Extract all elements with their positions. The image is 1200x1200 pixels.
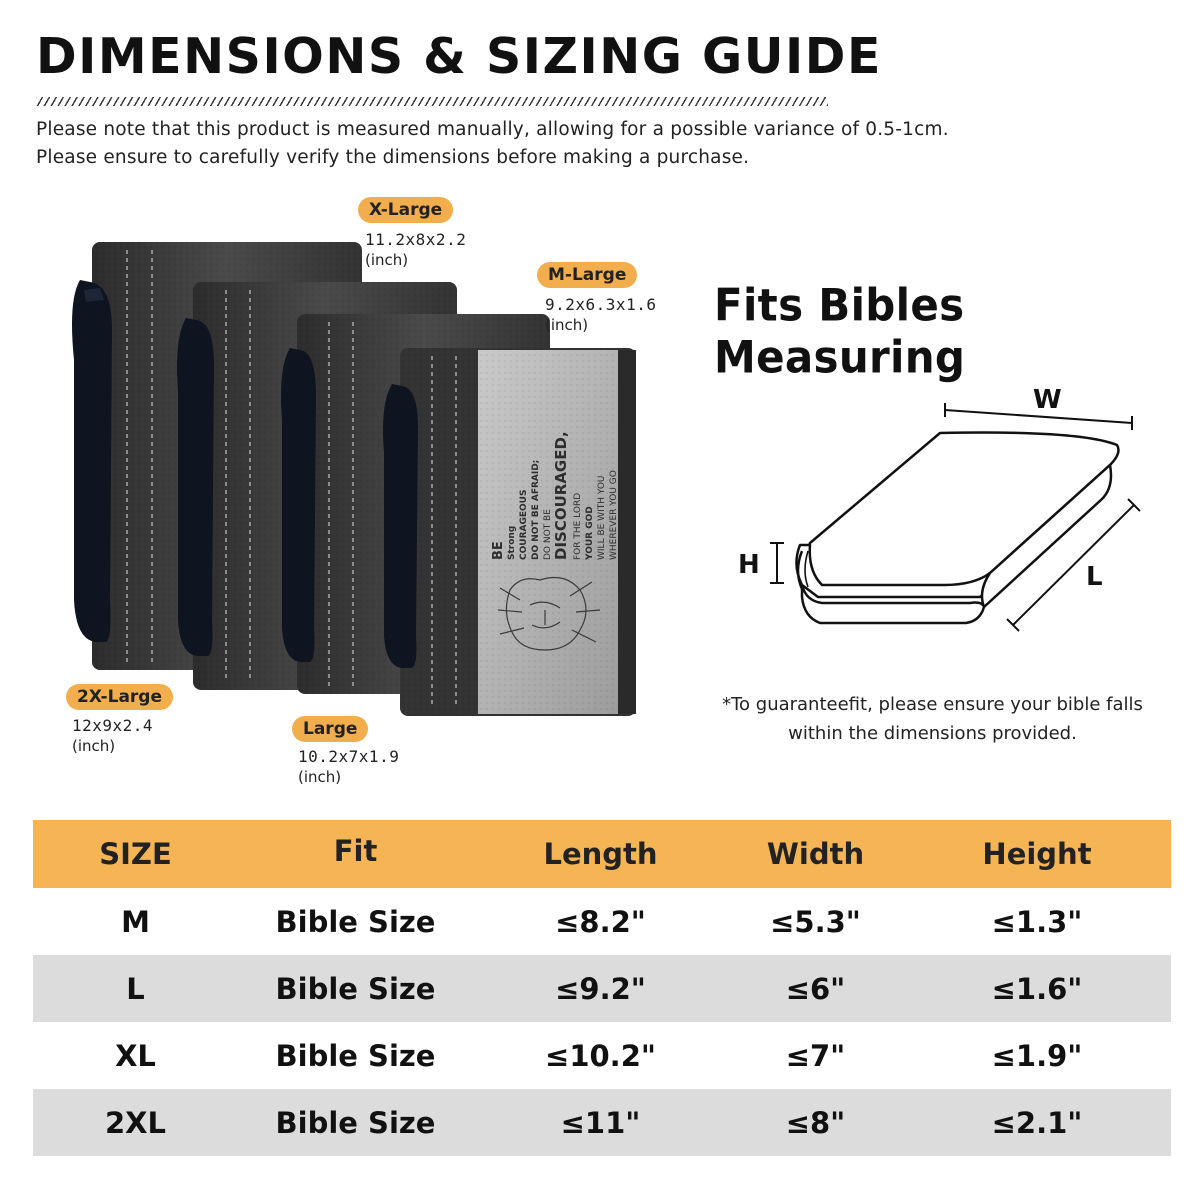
size-tag-large: Large bbox=[292, 716, 368, 742]
header-height: Height bbox=[982, 837, 1092, 871]
size-dims-xlarge: 11.2x8x2.2 bbox=[365, 230, 467, 249]
height-label: H bbox=[738, 550, 760, 580]
cell-height: ≤1.3" bbox=[991, 904, 1083, 939]
table-row bbox=[33, 955, 1171, 1022]
cover-text-with-you: WILL BE WITH YOU bbox=[597, 475, 607, 560]
cell-length: ≤9.2" bbox=[555, 971, 646, 1006]
cell-fit: Bible Size bbox=[275, 904, 436, 939]
length-label: L bbox=[1086, 562, 1103, 592]
size-dims-2xlarge: 12x9x2.4 bbox=[72, 716, 154, 735]
cell-height: ≤1.6" bbox=[991, 971, 1083, 1006]
cover-text-your-god: YOUR GOD bbox=[585, 506, 595, 560]
cell-length: ≤10.2" bbox=[545, 1038, 656, 1073]
cover-text-for-the-lord: FOR THE LORD bbox=[573, 492, 583, 560]
cell-size: XL bbox=[115, 1038, 156, 1073]
size-unit-2xlarge: (inch) bbox=[72, 737, 116, 755]
cover-text-wherever: WHEREVER YOU GO bbox=[609, 470, 619, 560]
cell-size: M bbox=[121, 904, 150, 939]
cell-width: ≤6" bbox=[785, 971, 846, 1006]
size-tag-mlarge: M-Large bbox=[537, 262, 637, 288]
cover-mlarge bbox=[383, 348, 636, 716]
header-size: SIZE bbox=[99, 837, 172, 871]
size-table bbox=[33, 820, 1171, 1156]
cell-fit: Bible Size bbox=[275, 1038, 436, 1073]
size-unit-mlarge: (inch) bbox=[545, 316, 589, 334]
size-tag-xlarge: X-Large bbox=[358, 197, 453, 223]
measurement-note: Please note that this product is measured manually, allowing for a possible variance of 0.5-1cm. bbox=[36, 119, 949, 140]
cell-width: ≤5.3" bbox=[770, 904, 861, 939]
guarantee-note-line2: within the dimensions provided. bbox=[788, 723, 1077, 744]
size-dims-mlarge: 9.2x6.3x1.6 bbox=[545, 295, 657, 314]
width-label: W bbox=[1033, 385, 1062, 415]
size-unit-xlarge: (inch) bbox=[365, 251, 409, 269]
header-length: Length bbox=[543, 837, 658, 871]
cell-fit: Bible Size bbox=[275, 1105, 436, 1140]
cell-length: ≤11" bbox=[560, 1105, 641, 1140]
table-header bbox=[33, 820, 1171, 888]
table-row bbox=[33, 1089, 1171, 1156]
header-fit: Fit bbox=[333, 834, 378, 868]
cover-text-do-not-be: DO NOT BE bbox=[543, 509, 553, 560]
cell-width: ≤8" bbox=[785, 1105, 846, 1140]
cell-height: ≤1.9" bbox=[991, 1038, 1083, 1073]
cell-height: ≤2.1" bbox=[991, 1105, 1083, 1140]
cover-text-afraid: DO NOT BE AFRAID; bbox=[531, 459, 541, 560]
table-row bbox=[33, 888, 1171, 955]
cover-text-discouraged: DISCOURAGED, bbox=[552, 431, 570, 560]
guarantee-note-line1: *To guaranteefit, please ensure your bible falls bbox=[722, 694, 1143, 715]
size-tag-2xlarge: 2X-Large bbox=[66, 684, 173, 710]
cover-text-be: BE bbox=[491, 541, 506, 560]
cover-text-courageous: COURAGEOUS bbox=[519, 489, 529, 560]
cell-fit: Bible Size bbox=[275, 971, 436, 1006]
verify-note: Please ensure to carefully verify the dimensions before making a purchase. bbox=[36, 147, 750, 168]
cell-width: ≤7" bbox=[785, 1038, 846, 1073]
cover-text-strong: Strong bbox=[507, 525, 517, 560]
cell-size: 2XL bbox=[104, 1105, 167, 1140]
header-width: Width bbox=[766, 837, 865, 871]
page-title: DIMENSIONS & SIZING GUIDE bbox=[36, 28, 882, 85]
cell-size: L bbox=[126, 971, 145, 1006]
bible-covers-illustration bbox=[0, 0, 700, 800]
table-row bbox=[33, 1022, 1171, 1089]
size-dims-large: 10.2x7x1.9 bbox=[298, 747, 400, 766]
cell-length: ≤8.2" bbox=[555, 904, 646, 939]
book-dimension-diagram bbox=[730, 375, 1150, 645]
size-unit-large: (inch) bbox=[298, 768, 342, 786]
fits-heading: Fits Bibles Measuring bbox=[714, 279, 966, 383]
